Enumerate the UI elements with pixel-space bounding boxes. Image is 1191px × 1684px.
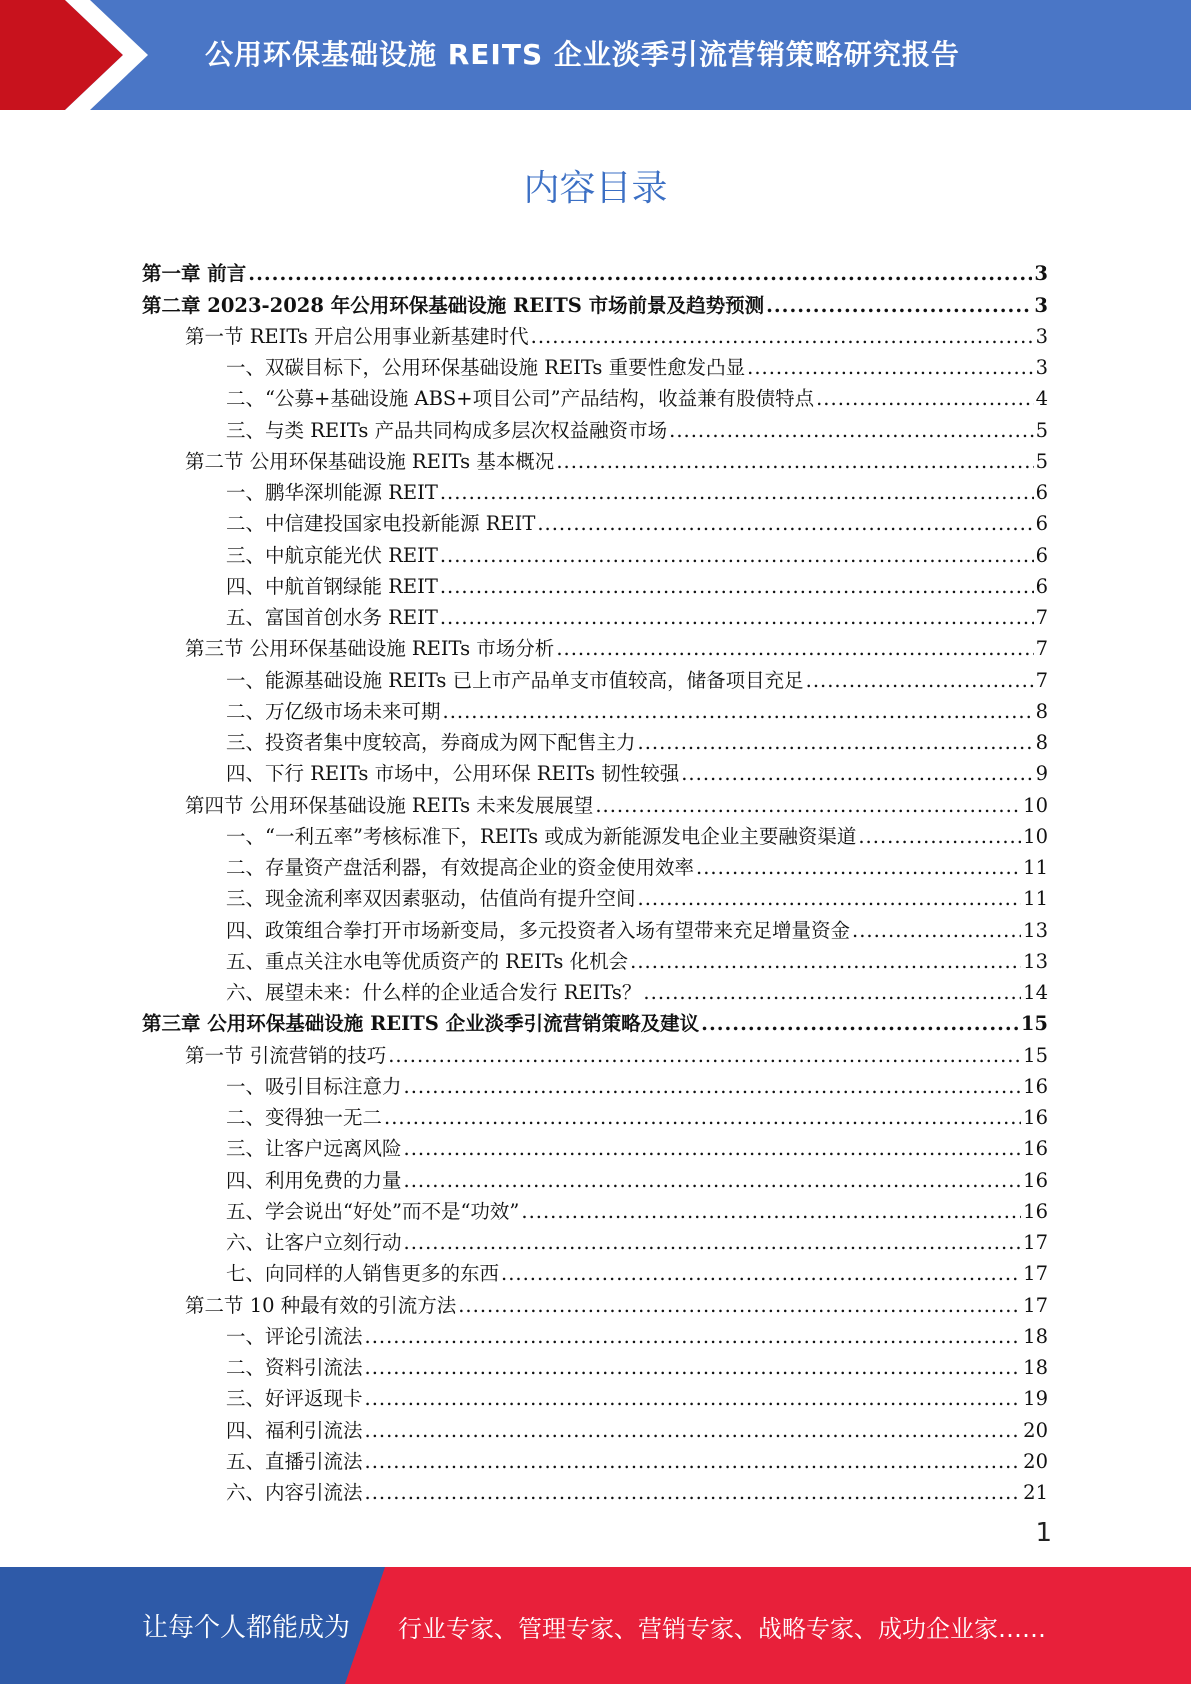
toc-entry-page: 11 [1023,887,1048,911]
toc-entry[interactable] [142,660,1048,691]
toc-entry[interactable] [142,1035,1048,1066]
toc-entry-page: 20 [1023,1449,1048,1473]
toc-entry-page: 10 [1023,793,1048,817]
toc-entry-page: 7 [1035,606,1048,629]
toc-entry-page: 16 [1023,1199,1048,1223]
toc-entry-page: 8 [1035,731,1048,754]
toc-leader-dots [384,1106,1021,1129]
toc-entry-label: 二、存量资产盘活利器，有效提高企业的资金使用效率 [226,856,695,879]
toc-entry-label: 二、变得独一无二 [226,1106,383,1129]
toc-leader-dots [404,1137,1022,1160]
toc-entry-page: 4 [1035,387,1048,411]
toc-entry[interactable] [142,1160,1048,1191]
toc-entry-page: 17 [1023,1231,1048,1254]
toc-leader-dots [669,419,1033,442]
toc-leader-dots [458,1294,1021,1317]
toc-leader-dots [365,1387,1022,1410]
toc-entry-page: 13 [1023,918,1048,942]
toc-entry[interactable] [142,1004,1048,1035]
toc-entry[interactable] [142,1129,1048,1160]
toc-entry[interactable] [142,348,1048,379]
toc-leader-dots [852,919,1021,942]
toc-entry[interactable] [142,1410,1048,1441]
header-chevron-icon [0,0,150,110]
toc-entry-label: 四、利用免费的力量 [226,1168,402,1192]
toc-entry-label: 五、富国首创水务 REIT [226,606,438,629]
toc-entry[interactable] [142,848,1048,879]
toc-entry-label: 四、中航首钢绿能 REIT [226,574,438,598]
toc-leader-dots [595,794,1021,817]
toc-entry-page: 18 [1023,1356,1048,1379]
toc-entry[interactable] [142,692,1048,723]
toc-leader-dots [766,294,1032,317]
toc-entry-label: 第二节 10 种最有效的引流方法 [185,1293,457,1317]
toc-entry-label: 三、投资者集中度较高，券商成为网下配售主力 [226,731,636,754]
toc-entry[interactable] [142,410,1048,441]
toc-entry[interactable] [142,379,1048,410]
toc-leader-dots [638,731,1034,754]
toc-leader-dots [388,1044,1021,1067]
toc-entry[interactable] [142,1317,1048,1348]
toc-entry[interactable] [142,754,1048,785]
toc-leader-dots [521,1200,1021,1223]
toc-entry-label: 一、“一利五率”考核标准下，REITs 或成为新能源发电企业主要融资渠道 [226,824,857,848]
toc-entry-label: 四、下行 REITs 市场中，公用环保 REITs 韧性较强 [226,762,680,786]
toc-entry-label: 四、福利引流法 [226,1418,363,1442]
toc-entry[interactable] [142,1223,1048,1254]
toc-entry-label: 六、让客户立刻行动 [226,1231,402,1254]
toc-entry-page: 16 [1023,1168,1048,1192]
toc-entry-page: 16 [1023,1106,1048,1129]
toc-entry-page: 3 [1034,293,1048,317]
toc-entry[interactable] [142,1192,1048,1223]
toc-entry-page: 7 [1035,668,1048,692]
toc-leader-dots [696,856,1021,879]
toc-leader-dots [556,450,1033,473]
toc-entry-page: 8 [1035,699,1048,723]
toc-entry[interactable] [142,285,1048,316]
toc-entry-page: 14 [1023,981,1048,1004]
toc-leader-dots [806,669,1034,692]
toc-leader-dots [365,1481,1022,1504]
toc-leader-dots [404,1075,1022,1098]
toc-entry-label: 第三节 公用环保基础设施 REITs 市场分析 [185,637,555,661]
toc-entry-label: 一、鹏华深圳能源 REIT [226,481,438,504]
toc-entry[interactable] [142,879,1048,910]
toc-leader-dots [858,825,1021,848]
toc-entry-label: 三、与类 REITs 产品共同构成多层次权益融资市场 [226,418,668,442]
toc-entry-page: 9 [1035,762,1048,786]
toc-entry[interactable] [142,317,1048,348]
toc-entry-label: 第一节 引流营销的技巧 [185,1043,387,1067]
toc-entry[interactable] [142,1067,1048,1098]
toc-entry-label: 第一节 REITs 开启公用事业新基建时代 [185,324,529,348]
toc-entry-label: 六、展望未来：什么样的企业适合发行 REITs？ [226,981,642,1004]
toc-entry-label: 三、让客户远离风险 [226,1137,402,1161]
toc-leader-dots [248,262,1032,285]
toc-entry[interactable] [142,1098,1048,1129]
toc-entry-page: 6 [1035,481,1048,504]
toc-entry[interactable] [142,473,1048,504]
toc-entry-page: 5 [1035,418,1048,442]
toc-entry-label: 二、中信建投国家电投新能源 REIT [226,512,536,536]
toc-entry-label: 四、政策组合拳打开市场新变局，多元投资者入场有望带来充足增量资金 [226,918,851,942]
toc-entry-label: 五、直播引流法 [226,1449,363,1473]
toc-leader-dots [440,606,1034,629]
toc-entry[interactable] [142,973,1048,1004]
toc-leader-dots [440,575,1034,598]
toc-entry[interactable] [142,535,1048,566]
toc-leader-dots [747,356,1033,379]
toc-entry-page: 3 [1034,262,1048,286]
toc-entry[interactable] [142,1254,1048,1285]
report-title: 公用环保基础设施 REITS 企业淡季引流营销策略研究报告 [205,38,960,71]
toc-leader-dots [365,1450,1022,1473]
toc-entry[interactable] [142,1348,1048,1379]
toc-entry[interactable] [142,442,1048,473]
toc-entry-page: 16 [1023,1137,1048,1161]
toc-heading: 内容目录 [523,168,668,209]
toc-entry-page: 3 [1035,356,1048,379]
toc-entry-page: 6 [1035,574,1048,598]
toc-entry-label: 第四节 公用环保基础设施 REITs 未来发展展望 [185,793,594,817]
toc-entry[interactable] [142,942,1048,973]
toc-leader-dots [365,1419,1022,1442]
toc-entry-page: 6 [1035,512,1048,536]
toc-leader-dots [681,762,1033,785]
toc-leader-dots [630,950,1021,973]
toc-entry[interactable] [142,1473,1048,1504]
toc-entry-label: 一、吸引目标注意力 [226,1074,402,1098]
toc-leader-dots [365,1356,1022,1379]
toc-entry-label: 一、评论引流法 [226,1324,363,1348]
toc-entry-label: 三、中航京能光伏 REIT [226,543,438,567]
toc-entry-label: 一、双碳目标下，公用环保基础设施 REITs 重要性愈发凸显 [226,356,746,379]
page-header [0,0,1191,110]
toc-entry[interactable] [142,254,1048,285]
toc-entry-page: 3 [1035,324,1048,348]
toc-entry-page: 17 [1023,1262,1048,1286]
page-footer [0,1567,1191,1684]
toc-entry-label: 五、学会说出“好处”而不是“功效” [226,1199,520,1223]
toc-entry-page: 19 [1023,1387,1048,1411]
toc-entry[interactable] [142,1379,1048,1410]
toc-entry[interactable] [142,504,1048,535]
toc-entry-label: 第三章 公用环保基础设施 REITS 企业淡季引流营销策略及建议 [142,1012,700,1036]
toc-entry-page: 13 [1023,949,1048,973]
toc-entry-label: 第二章 2023-2028 年公用环保基础设施 REITS 市场前景及趋势预测 [142,293,765,317]
toc-entry-page: 16 [1023,1074,1048,1098]
toc-entry-label: 一、能源基础设施 REITs 已上市产品单支市值较高，储备项目充足 [226,668,804,692]
toc-leader-dots [404,1231,1022,1254]
footer-slogan: 让每个人都能成为 [142,1613,351,1643]
toc-leader-dots [556,637,1033,660]
toc-entry-page: 5 [1035,449,1048,473]
toc-leader-dots [531,325,1034,348]
footer-expert-list: 行业专家、管理专家、营销专家、战略专家、成功企业家…… [398,1615,1046,1643]
toc-leader-dots [638,887,1022,910]
toc-entry[interactable] [142,598,1048,629]
toc-entry[interactable] [142,629,1048,660]
toc-entry[interactable] [142,817,1048,848]
toc-leader-dots [404,1169,1022,1192]
toc-entry[interactable] [142,723,1048,754]
toc-entry-label: 三、好评返现卡 [226,1387,363,1411]
toc-entry-page: 6 [1035,543,1048,567]
toc-entry-label: 六、内容引流法 [226,1481,363,1504]
toc-leader-dots [440,544,1034,567]
toc-entry-label: 三、现金流利率双因素驱动，估值尚有提升空间 [226,887,636,911]
toc-entry-page: 18 [1023,1324,1048,1348]
toc-entry[interactable] [142,785,1048,816]
toc-entry-label: 第二节 公用环保基础设施 REITs 基本概况 [185,449,555,473]
toc-entry-page: 15 [1023,1043,1048,1067]
toc-entry-page: 20 [1023,1418,1048,1442]
page-number: 1 [1035,1518,1052,1548]
toc-entry-page: 10 [1023,824,1048,848]
toc-entry-label: 第一章 前言 [142,262,247,286]
toc-leader-dots [440,481,1034,504]
toc-entry-page: 17 [1023,1293,1048,1317]
table-of-contents [142,254,1048,1504]
toc-entry[interactable] [142,1442,1048,1473]
toc-entry[interactable] [142,567,1048,598]
toc-entry-page: 7 [1035,637,1048,661]
toc-entry-label: 二、资料引流法 [226,1356,363,1379]
toc-entry-page: 15 [1020,1012,1048,1036]
toc-leader-dots [643,981,1021,1004]
toc-entry-label: 二、“公募+基础设施 ABS+项目公司”产品结构，收益兼有股债特点 [226,387,815,411]
toc-leader-dots [816,387,1033,410]
toc-entry-label: 五、重点关注水电等优质资产的 REITs 化机会 [226,949,629,973]
toc-entry-page: 21 [1023,1481,1048,1504]
toc-leader-dots [701,1012,1019,1035]
toc-entry[interactable] [142,910,1048,941]
toc-entry-page: 11 [1023,856,1048,879]
toc-entry[interactable] [142,1285,1048,1316]
toc-entry-label: 二、万亿级市场未来可期 [226,699,441,723]
toc-leader-dots [443,700,1034,723]
toc-leader-dots [537,512,1033,535]
toc-leader-dots [365,1325,1022,1348]
toc-entry-label: 七、向同样的人销售更多的东西 [226,1262,500,1286]
toc-leader-dots [501,1262,1021,1285]
